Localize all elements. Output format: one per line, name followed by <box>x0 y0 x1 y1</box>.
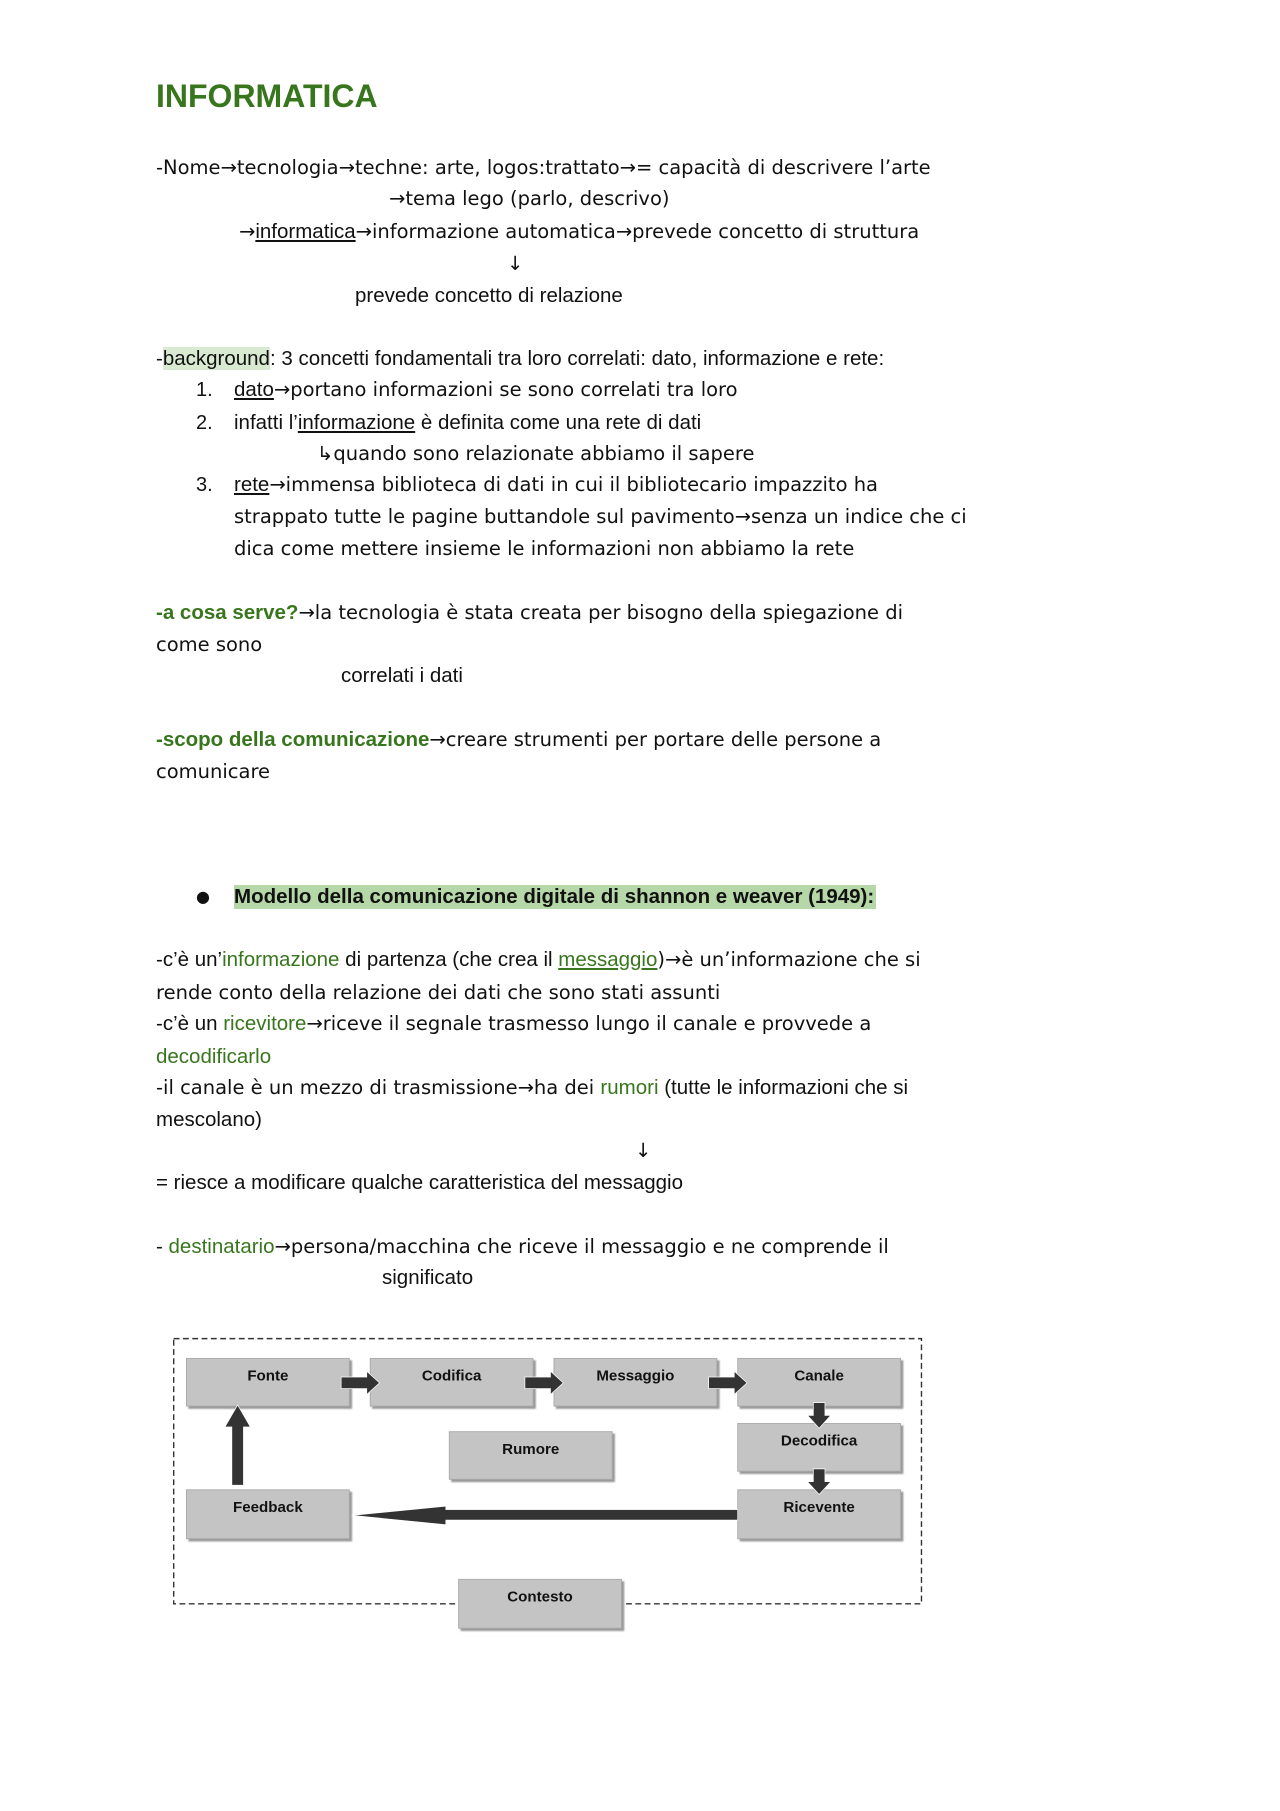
box-label: Canale <box>794 1367 844 1385</box>
text: -c’è un <box>156 1012 224 1035</box>
box-label: Feedback <box>233 1498 303 1516</box>
text: : 3 concetti fondamentali tra loro correlati: dato, informazione e rete: <box>269 347 885 370</box>
text-line: rende conto della relazione dei dati che sono stati assunti <box>156 981 721 1004</box>
text: →immensa biblioteca di dati in cui il bibliotecario impazzito ha <box>269 473 879 496</box>
background-line <box>156 347 884 371</box>
list-item <box>234 378 738 402</box>
list-number: 2. <box>196 412 213 434</box>
page-title: INFORMATICA <box>156 78 378 114</box>
rumori-term: rumori <box>600 1076 659 1099</box>
messaggio-term: messaggio <box>558 948 658 971</box>
text-line: = riesce a modificare qualche caratteristica del messaggio <box>156 1171 683 1194</box>
informazione-term: informazione <box>222 948 340 971</box>
decodificarlo-term: decodificarlo <box>156 1045 272 1068</box>
text: →informazione automatica→prevede concetto di struttura <box>355 220 920 243</box>
box-label: Messaggio <box>596 1367 675 1385</box>
text: infatti l’ <box>234 411 298 434</box>
list-item <box>234 473 878 497</box>
arrow-left-icon <box>352 1506 738 1525</box>
destinatario-term: destinatario <box>168 1235 275 1258</box>
text: è definita come una rete di dati <box>415 411 702 434</box>
box-label: Rumore <box>502 1440 560 1458</box>
list-subline: ↳quando sono relazionate abbiamo il sapere <box>317 442 755 465</box>
text: di partenza (che crea il <box>339 948 559 971</box>
modello-heading: Modello della comunicazione digitale di shannon e weaver (1949): <box>234 885 875 908</box>
text: -il canale è un mezzo di trasmissione→ha dei <box>156 1076 601 1099</box>
text: (tutte le informazioni che si <box>658 1076 909 1099</box>
text: →creare strumenti per portare delle persone a <box>429 728 882 751</box>
dato-term: dato <box>234 378 274 401</box>
text: →riceve il segnale trasmesso lungo il canale e provvede a <box>306 1012 872 1035</box>
informazione-term: informazione <box>297 411 416 434</box>
text-line: mescolano) <box>156 1108 262 1131</box>
a-cosa-serve-term: -a cosa serve? <box>156 601 299 624</box>
text-line: correlati i dati <box>341 664 463 687</box>
intro-line-1: -Nome→tecnologia→techne: arte, logos:trattato→= capacità di descrivere l’arte <box>156 156 931 179</box>
box-label: Codifica <box>421 1367 482 1385</box>
text-line: come sono <box>156 633 263 656</box>
modello-p3 <box>156 1076 908 1100</box>
modello-p2 <box>156 1012 871 1036</box>
a-cosa-serve-line <box>156 601 903 625</box>
box-label: Ricevente <box>783 1498 855 1516</box>
text: - <box>156 1235 169 1258</box>
background-term: background <box>162 347 270 370</box>
text: →la tecnologia è stata creata per bisogno della spiegazione di <box>298 601 904 624</box>
down-arrow: ↓ <box>507 252 524 275</box>
box-label: Fonte <box>247 1367 289 1385</box>
box-label: Contesto <box>507 1588 573 1606</box>
text: )→è un’informazione che si <box>657 948 921 971</box>
scopo-term: -scopo della comunicazione <box>156 728 430 751</box>
down-arrow: ↓ <box>635 1139 652 1162</box>
bullet-icon: ● <box>196 887 210 906</box>
list-number: 1. <box>196 379 213 401</box>
text: →portano informazioni se sono correlati tra loro <box>273 378 738 401</box>
dash: - <box>156 347 163 370</box>
intro-line-2: →tema lego (parlo, descrivo) <box>389 187 670 210</box>
intro-line-5: prevede concetto di relazione <box>355 284 623 307</box>
communication-model-diagram <box>163 1327 931 1641</box>
text-line: comunicare <box>156 760 271 783</box>
list-item-line: dica come mettere insieme le informazioni non abbiamo la rete <box>234 537 855 560</box>
informatica-term: informatica <box>255 220 356 243</box>
modello-p1 <box>156 948 921 972</box>
list-item <box>234 411 701 435</box>
list-number: 3. <box>196 474 213 496</box>
text: -c’è un’ <box>156 948 223 971</box>
ricevitore-term: ricevitore <box>223 1012 307 1035</box>
box-label: Decodifica <box>780 1432 858 1450</box>
modello-p4 <box>156 1235 889 1259</box>
intro-line-3 <box>239 220 919 244</box>
scopo-line <box>156 728 881 752</box>
arrow: → <box>239 220 256 243</box>
list-item-line: strappato tutte le pagine buttandole sul pavimento→senza un indice che ci <box>234 505 967 528</box>
rete-term: rete <box>234 473 270 496</box>
text: →persona/macchina che riceve il messaggio e ne comprende il <box>274 1235 889 1258</box>
arrow-up-icon <box>225 1405 251 1485</box>
text-line: significato <box>382 1266 474 1289</box>
